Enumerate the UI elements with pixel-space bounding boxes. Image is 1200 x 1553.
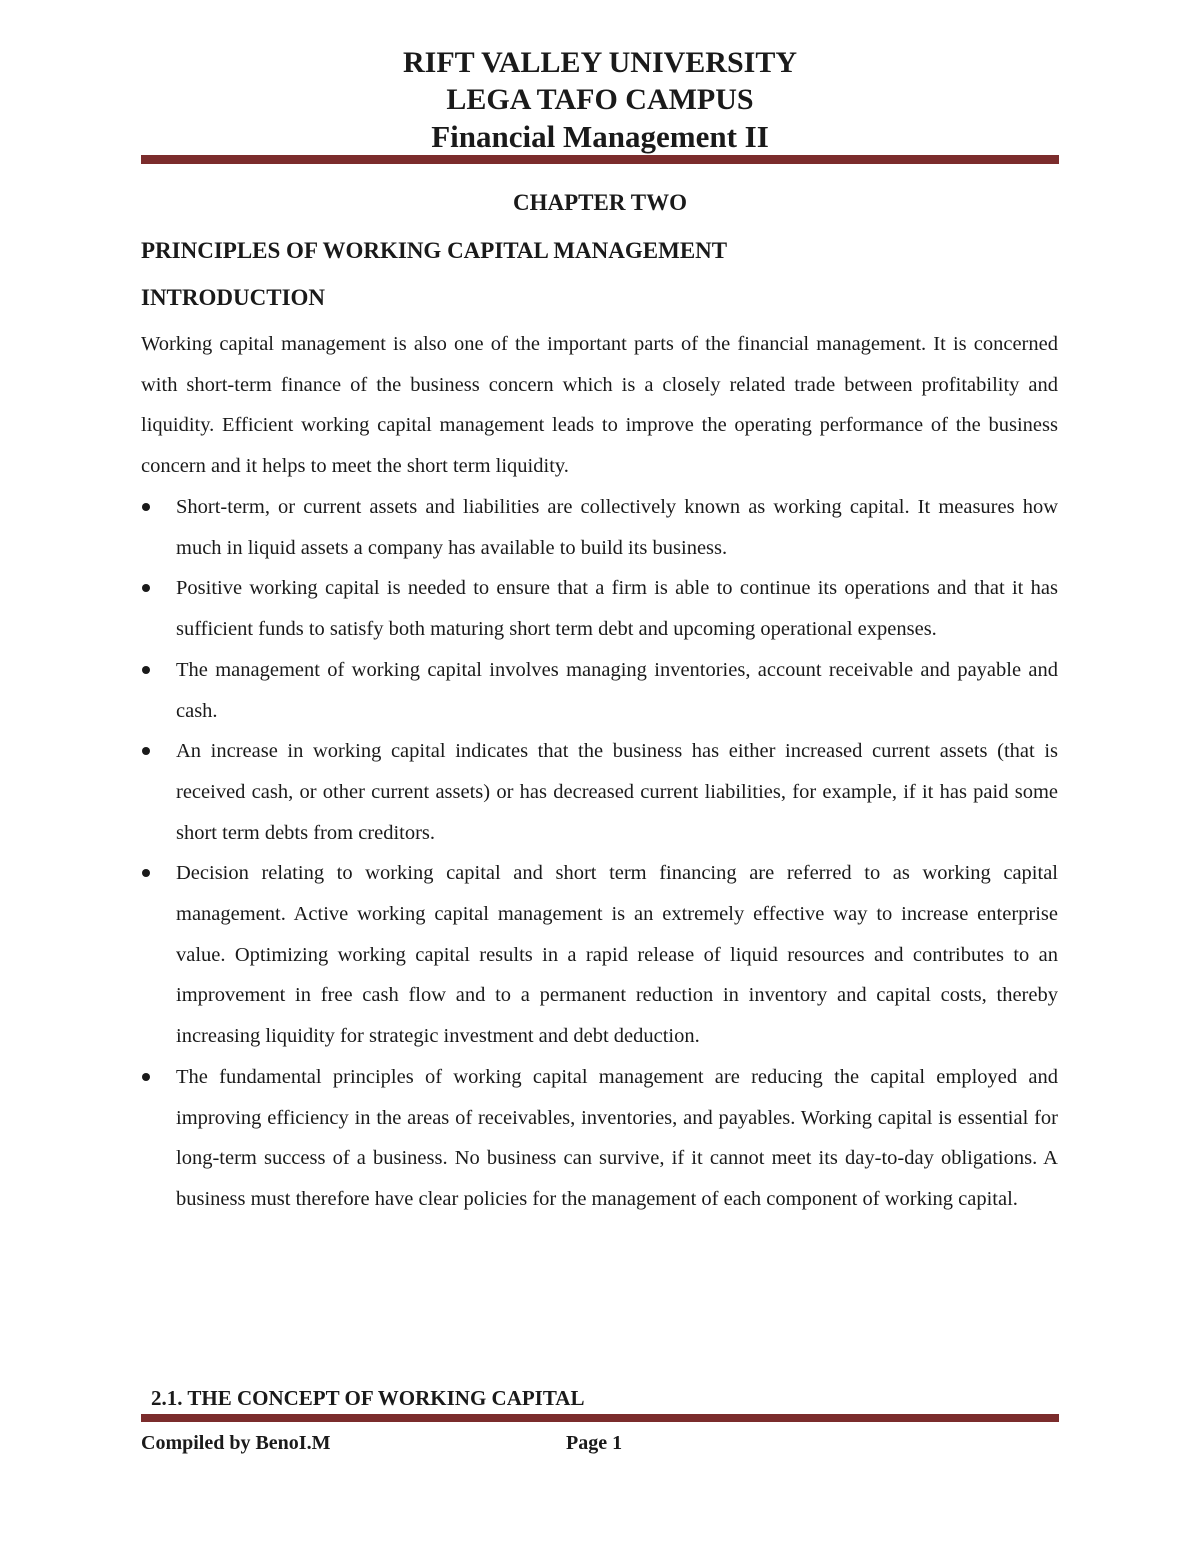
campus-name: LEGA TAFO CAMPUS — [446, 83, 754, 116]
bullet-icon — [142, 503, 150, 511]
bullet-icon — [142, 869, 150, 877]
document-header — [0, 44, 1200, 155]
list-item-text: Short-term, or current assets and liabilities are collectively known as working capital. It measures how much in liquid assets a company has available to build its business. — [176, 496, 1058, 559]
intro-heading: INTRODUCTION — [141, 285, 326, 310]
bullet-icon — [142, 584, 150, 592]
chapter-subtitle: PRINCIPLES OF WORKING CAPITAL MANAGEMENT — [141, 238, 728, 263]
list-item-text: Decision relating to working capital and short term financing are referred to as working capital management. Active working capital management is an extremely effective way to increase enterprise value. Optimizing working capital results in a rapid release of liquid resources and contributes to an improvement in free cash flow and to a permanent reduction in inventory and capital costs, thereby increasing liquidity for strategic investment and debt deduction. — [176, 862, 1058, 1048]
chapter-title: CHAPTER TWO — [512, 190, 688, 215]
footer-divider — [141, 1414, 1059, 1422]
list-item — [141, 853, 1058, 1057]
course-title: Financial Management II — [431, 119, 769, 154]
footer-author: Compiled by BenoI.M — [141, 1432, 331, 1454]
list-item-text: Positive working capital is needed to ensure that a firm is able to continue its operations and that it has sufficient funds to satisfy both maturing short term debt and upcoming operational expenses. — [176, 577, 1058, 641]
page-number: Page 1 — [566, 1432, 623, 1454]
university-name: RIFT VALLEY UNIVERSITY — [402, 46, 797, 79]
bullet-list — [141, 487, 1058, 1220]
list-item — [141, 650, 1058, 731]
list-item-text: An increase in working capital indicates that the business has either increased current assets (that is received cash, or other current assets) or has decreased current liabilities, for example, if it has paid some short term debts from creditors. — [176, 740, 1058, 844]
list-item — [141, 731, 1058, 853]
list-item — [141, 568, 1058, 649]
bullet-icon — [142, 747, 150, 755]
intro-paragraph: Working capital management is also one of the important parts of the financial management. It is concerned with short-term finance of the business concern which is a closely related trade between profitability and liquidity. Efficient working capital management leads to improve the operating performance of the business concern and it helps to meet the short term liquidity. — [141, 333, 1058, 478]
header-divider — [141, 155, 1059, 164]
list-item-text: The management of working capital involves managing inventories, account receivable and payable and cash. — [176, 658, 1058, 722]
bullet-icon — [142, 1073, 150, 1081]
list-item — [141, 487, 1058, 568]
bullet-icon — [142, 666, 150, 674]
list-item-text: The fundamental principles of working capital management are reducing the capital employed and improving efficiency in the areas of receivables, inventories, and payables. Working capital is essential for long-term success of a business. No business can survive, if it cannot meet its day-to-day obligations. A business must therefore have clear policies for the management of each component of working capital. — [176, 1065, 1058, 1210]
list-item — [141, 1057, 1058, 1220]
section-heading: 2.1. THE CONCEPT OF WORKING CAPITAL — [151, 1386, 585, 1410]
